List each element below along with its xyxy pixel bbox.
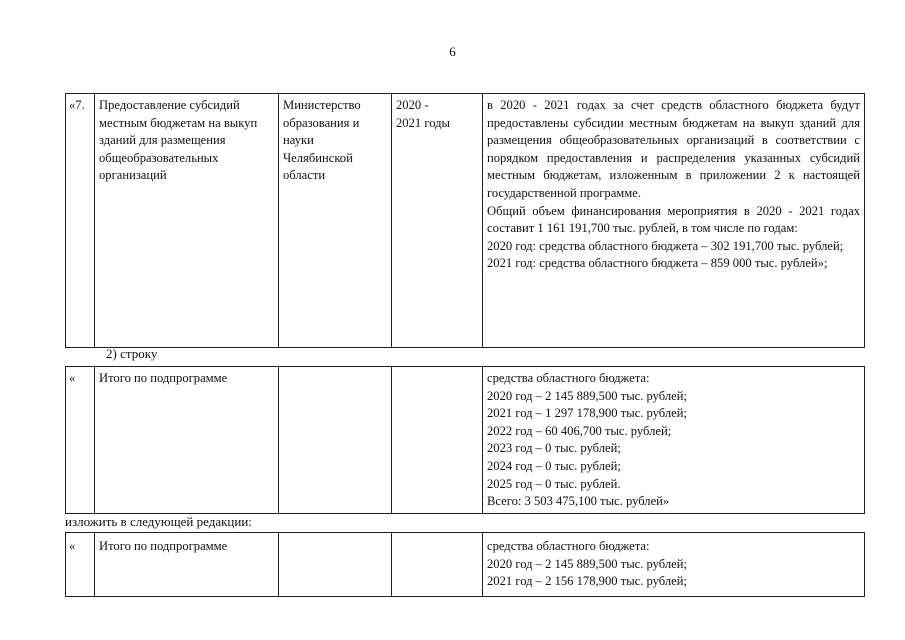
instruction-text: 2) строку — [106, 346, 158, 361]
result-paragraph: в 2020 - 2021 годах за счет средств областного бюджета будут предоставлены субсидии местным бюджетам на выкуп зданий для размещения общеобразовательных организаций в соответствии с порядком предоставления и распределения указанных субсидий местным бюджетам, изложенным в приложении 2 к настоящей государственной программе. — [487, 98, 860, 200]
result-paragraph: 2021 год: средства областного бюджета – 859 000 тыс. рублей»; — [487, 256, 828, 271]
funding-line: средства областного бюджета: — [487, 371, 650, 385]
period-line: 2020 - — [396, 98, 429, 112]
executor-line: образования и — [283, 115, 360, 130]
executor-line: Министерство — [283, 98, 361, 112]
executor-line: области — [283, 168, 326, 183]
measure-name: Предоставление субсидий местным бюджетам на выкуп зданий для размещения общеобразовательных организаций — [95, 94, 279, 348]
total-label: Итого по подпрограмме — [95, 533, 279, 597]
empty-cell — [279, 533, 392, 597]
period — [392, 94, 483, 348]
funding-line: 2021 год – 1 297 178,900 тыс. рублей; — [487, 406, 688, 421]
quote-mark: « — [66, 367, 95, 514]
total-old-table — [65, 366, 865, 514]
result-paragraph: 2020 год: средства областного бюджета – 302 191,700 тыс. рублей; — [487, 238, 844, 253]
instruction-text: изложить в следующей редакции: — [65, 514, 252, 529]
total-label: Итого по подпрограмме — [95, 367, 279, 514]
funding-line: 2021 год – 2 156 178,900 тыс. рублей; — [487, 574, 688, 589]
funding-line: Всего: 3 503 475,100 тыс. рублей» — [487, 494, 670, 509]
empty-cell — [279, 367, 392, 514]
page-number: 6 — [449, 44, 456, 59]
period-line: 2021 годы — [396, 115, 450, 130]
table-row — [66, 533, 865, 597]
funding-line: 2020 год – 2 145 889,500 тыс. рублей; — [487, 556, 688, 571]
funding-lines — [483, 367, 865, 514]
result-paragraph: Общий объем финансирования мероприятия в 2020 - 2021 годах составит 1 161 191,700 тыс. рублей, в том числе по годам: — [487, 203, 860, 236]
empty-cell — [392, 367, 483, 514]
funding-line: 2022 год – 60 406,700 тыс. рублей; — [487, 423, 672, 438]
expected-result — [483, 94, 865, 348]
quote-mark: « — [66, 533, 95, 597]
funding-line: 2024 год – 0 тыс. рублей; — [487, 458, 621, 473]
empty-cell — [392, 533, 483, 597]
funding-line: 2020 год – 2 145 889,500 тыс. рублей; — [487, 388, 688, 403]
executor — [279, 94, 392, 348]
row-number: «7. — [66, 94, 95, 348]
subsidy-row-table — [65, 93, 865, 348]
table-row — [66, 94, 865, 348]
funding-line: средства областного бюджета: — [487, 539, 650, 553]
executor-line: Челябинской — [283, 150, 353, 165]
funding-line: 2025 год – 0 тыс. рублей. — [487, 476, 621, 491]
executor-line: науки — [283, 133, 314, 148]
funding-line: 2023 год – 0 тыс. рублей; — [487, 441, 621, 456]
total-new-table — [65, 532, 865, 597]
funding-lines — [483, 533, 865, 597]
table-row — [66, 367, 865, 514]
